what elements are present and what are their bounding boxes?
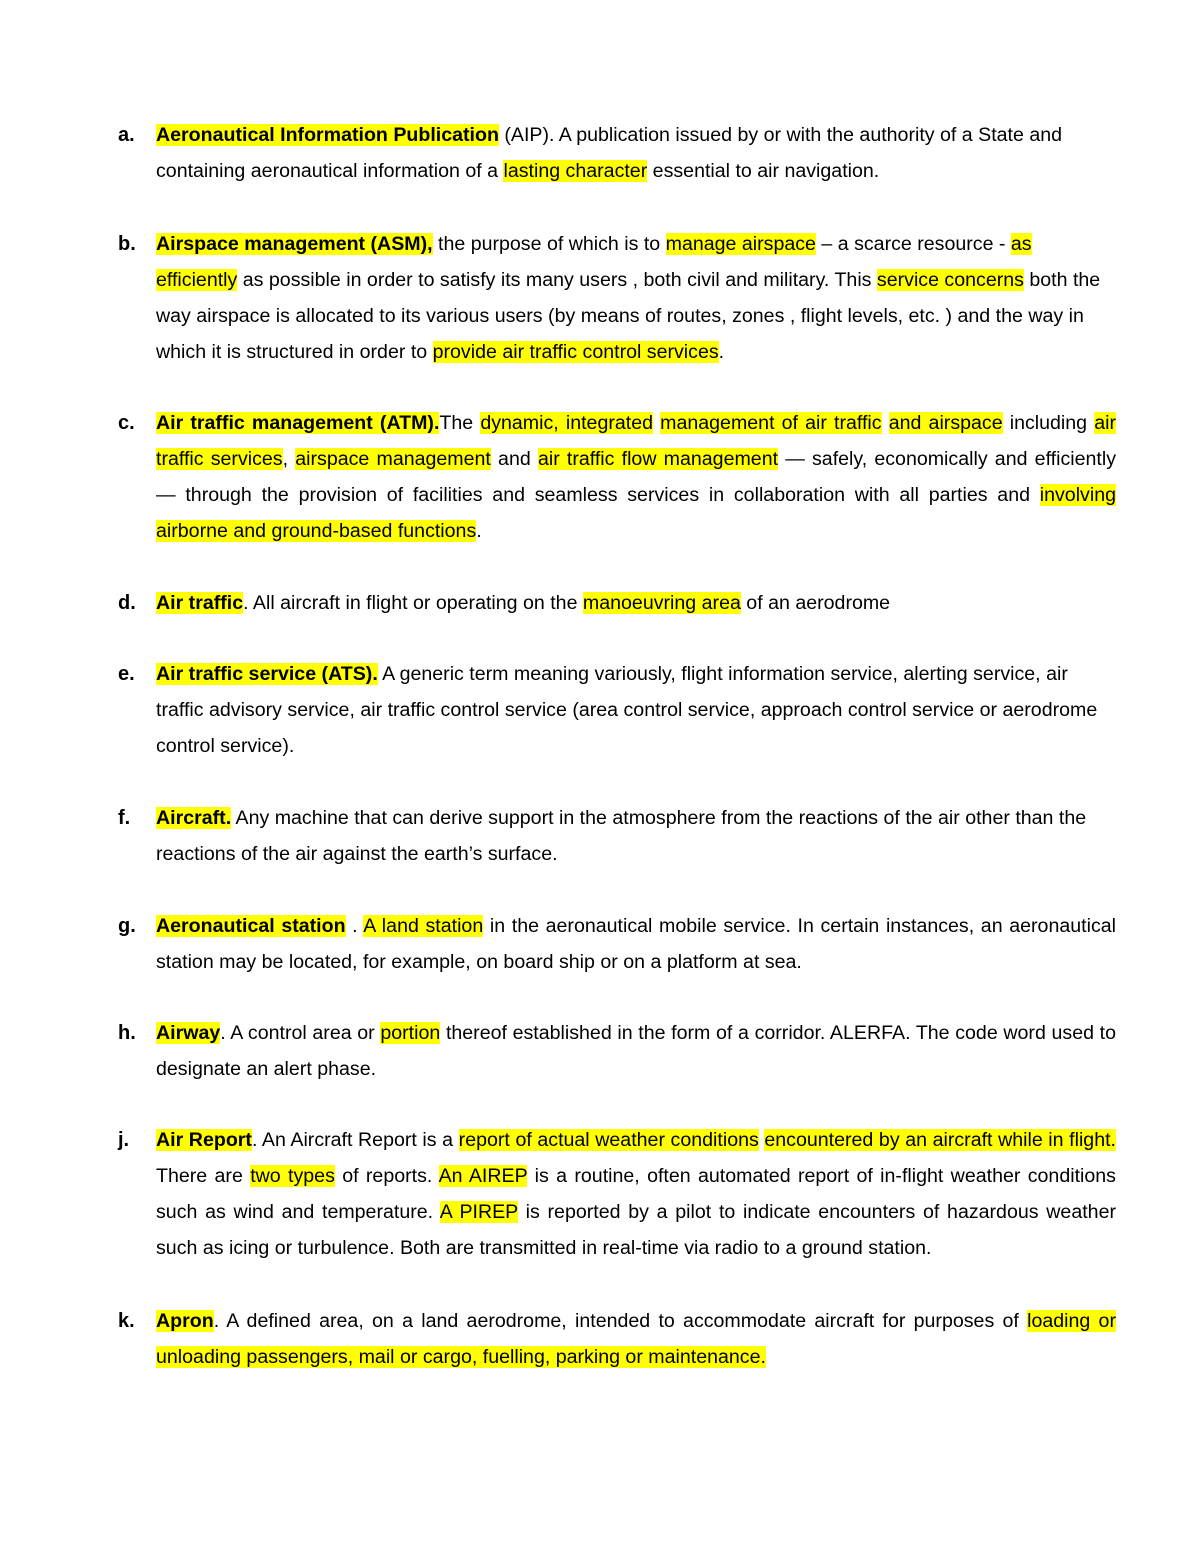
definition-text <box>156 117 1116 189</box>
text-segment: — safely, economically and efficiently — through the provision of facilities and seamless services in collaboration with all parties and <box>156 448 1116 506</box>
highlighted-phrase: loading or unloading passengers, mail or cargo, fuelling, parking or maintenance. <box>156 1310 1116 1368</box>
highlighted-phrase: service concerns <box>876 269 1024 291</box>
definition-entry <box>118 1122 1116 1266</box>
text-segment: (AIP). A publication issued by or with the authority of a State and containing aeronautical information of a <box>156 124 1063 182</box>
defined-term: Apron <box>156 1310 214 1332</box>
list-marker: g. <box>118 915 136 937</box>
text-segment: essential to air navigation. <box>647 160 880 182</box>
definition-entry <box>118 908 1116 980</box>
text-segment: There are <box>156 1165 251 1187</box>
highlighted-phrase: air traffic services <box>156 412 1116 470</box>
highlighted-phrase: manage airspace <box>665 233 816 255</box>
definition-text <box>156 1015 1116 1087</box>
definition-entry <box>118 585 1116 621</box>
text-segment: . <box>345 915 364 937</box>
text-segment: thereof established in the form of a corridor. ALERFA. The code word used to designate an alert phase. <box>156 1022 1116 1080</box>
text-segment: . A defined area, on a land aerodrome, intended to accommodate aircraft for purposes of <box>213 1310 1028 1332</box>
text-segment: of reports. <box>334 1165 439 1187</box>
text-segment: A generic term meaning variously, flight information service, alerting service, air traffic advisory service, air traffic control service (area control service, approach control service or aerodrome control service). <box>156 663 1098 757</box>
list-marker: h. <box>118 1022 136 1044</box>
highlighted-phrase: A land station <box>363 915 484 937</box>
definition-text <box>156 585 1116 621</box>
text-segment: . An Aircraft Report is a <box>251 1129 459 1151</box>
text-segment: in the aeronautical mobile service. In certain instances, an aeronautical station may be located, for example, on board ship or on a platform at sea. <box>156 915 1116 973</box>
definition-text <box>156 800 1116 872</box>
list-marker: c. <box>118 412 135 434</box>
text-segment: both the way airspace is allocated to its various users (by means of routes, zones , flight levels, etc. ) and the way in which it is structured in order to <box>156 269 1101 363</box>
list-marker: f. <box>118 807 131 829</box>
text-segment: . <box>476 520 482 542</box>
list-marker: b. <box>118 233 136 255</box>
defined-term: Air Report <box>156 1129 252 1151</box>
highlighted-phrase: provide air traffic control services <box>432 341 719 363</box>
list-marker: e. <box>118 663 135 685</box>
defined-term: Aircraft. <box>156 807 232 829</box>
definition-entry <box>118 800 1116 872</box>
text-segment: and <box>490 448 538 470</box>
definition-entry <box>118 656 1116 764</box>
text-segment: The <box>439 412 481 434</box>
definition-text <box>156 1122 1116 1266</box>
highlighted-phrase: An AIREP <box>438 1165 528 1187</box>
text-segment: . A control area or <box>220 1022 381 1044</box>
text-segment: . All aircraft in flight or operating on the <box>243 592 583 614</box>
defined-term: Airway <box>156 1022 221 1044</box>
highlighted-phrase: dynamic, integrated <box>480 412 653 434</box>
definition-entry <box>118 1015 1116 1087</box>
text-segment: , <box>282 448 296 470</box>
highlighted-phrase: involving airborne and ground-based functions <box>156 484 1116 542</box>
text-segment: Any machine that can derive support in the atmosphere from the reactions of the air other than the reactions of the air against the earth’s surface. <box>156 807 1087 865</box>
text-segment <box>882 412 889 434</box>
text-segment: as possible in order to satisfy its many users , both civil and military. This <box>237 269 877 291</box>
text-segment: of an aerodrome <box>740 592 891 614</box>
definition-text <box>156 226 1116 370</box>
text-segment: is a routine, often automated report of in-flight weather conditions such as wind and temperature. <box>156 1165 1116 1223</box>
highlighted-phrase: encountered by an aircraft while in flight. <box>764 1129 1116 1151</box>
defined-term: Airspace management (ASM), <box>156 233 433 255</box>
definition-entry <box>118 226 1116 370</box>
highlighted-phrase: report of actual weather conditions <box>458 1129 759 1151</box>
definition-entry <box>118 405 1116 549</box>
highlighted-phrase: portion <box>380 1022 441 1044</box>
list-marker: k. <box>118 1310 135 1332</box>
defined-term: Air traffic <box>156 592 244 614</box>
definition-entry <box>118 1303 1116 1375</box>
defined-term: Aeronautical station <box>156 915 346 937</box>
definition-text <box>156 908 1116 980</box>
highlighted-phrase: A PIREP <box>439 1201 518 1223</box>
highlighted-phrase: air traffic flow management <box>537 448 779 470</box>
text-segment: is reported by a pilot to indicate encounters of hazardous weather such as icing or turbulence. Both are transmitted in real-time via radio to a ground station. <box>156 1201 1116 1259</box>
definition-text <box>156 1303 1116 1375</box>
list-marker: d. <box>118 592 136 614</box>
definition-text <box>156 405 1116 549</box>
text-segment: . <box>718 341 725 363</box>
highlighted-phrase: management of air traffic <box>660 412 882 434</box>
defined-term: Air traffic management (ATM). <box>156 412 440 434</box>
highlighted-phrase: two types <box>250 1165 335 1187</box>
text-segment: including <box>1002 412 1095 434</box>
highlighted-phrase: manoeuvring area <box>582 592 741 614</box>
defined-term: Air traffic service (ATS). <box>156 663 378 685</box>
list-marker: j. <box>118 1129 130 1151</box>
text-segment: the purpose of which is to <box>432 233 666 255</box>
defined-term: Aeronautical Information Publication <box>156 124 499 146</box>
highlighted-phrase: and airspace <box>888 412 1003 434</box>
definition-text <box>156 656 1116 764</box>
highlighted-phrase: as efficiently <box>156 233 1032 291</box>
definition-entry <box>118 117 1116 189</box>
text-segment: – a scarce resource - <box>815 233 1011 255</box>
highlighted-phrase: lasting character <box>503 160 648 182</box>
list-marker: a. <box>118 124 135 146</box>
highlighted-phrase: airspace management <box>295 448 491 470</box>
